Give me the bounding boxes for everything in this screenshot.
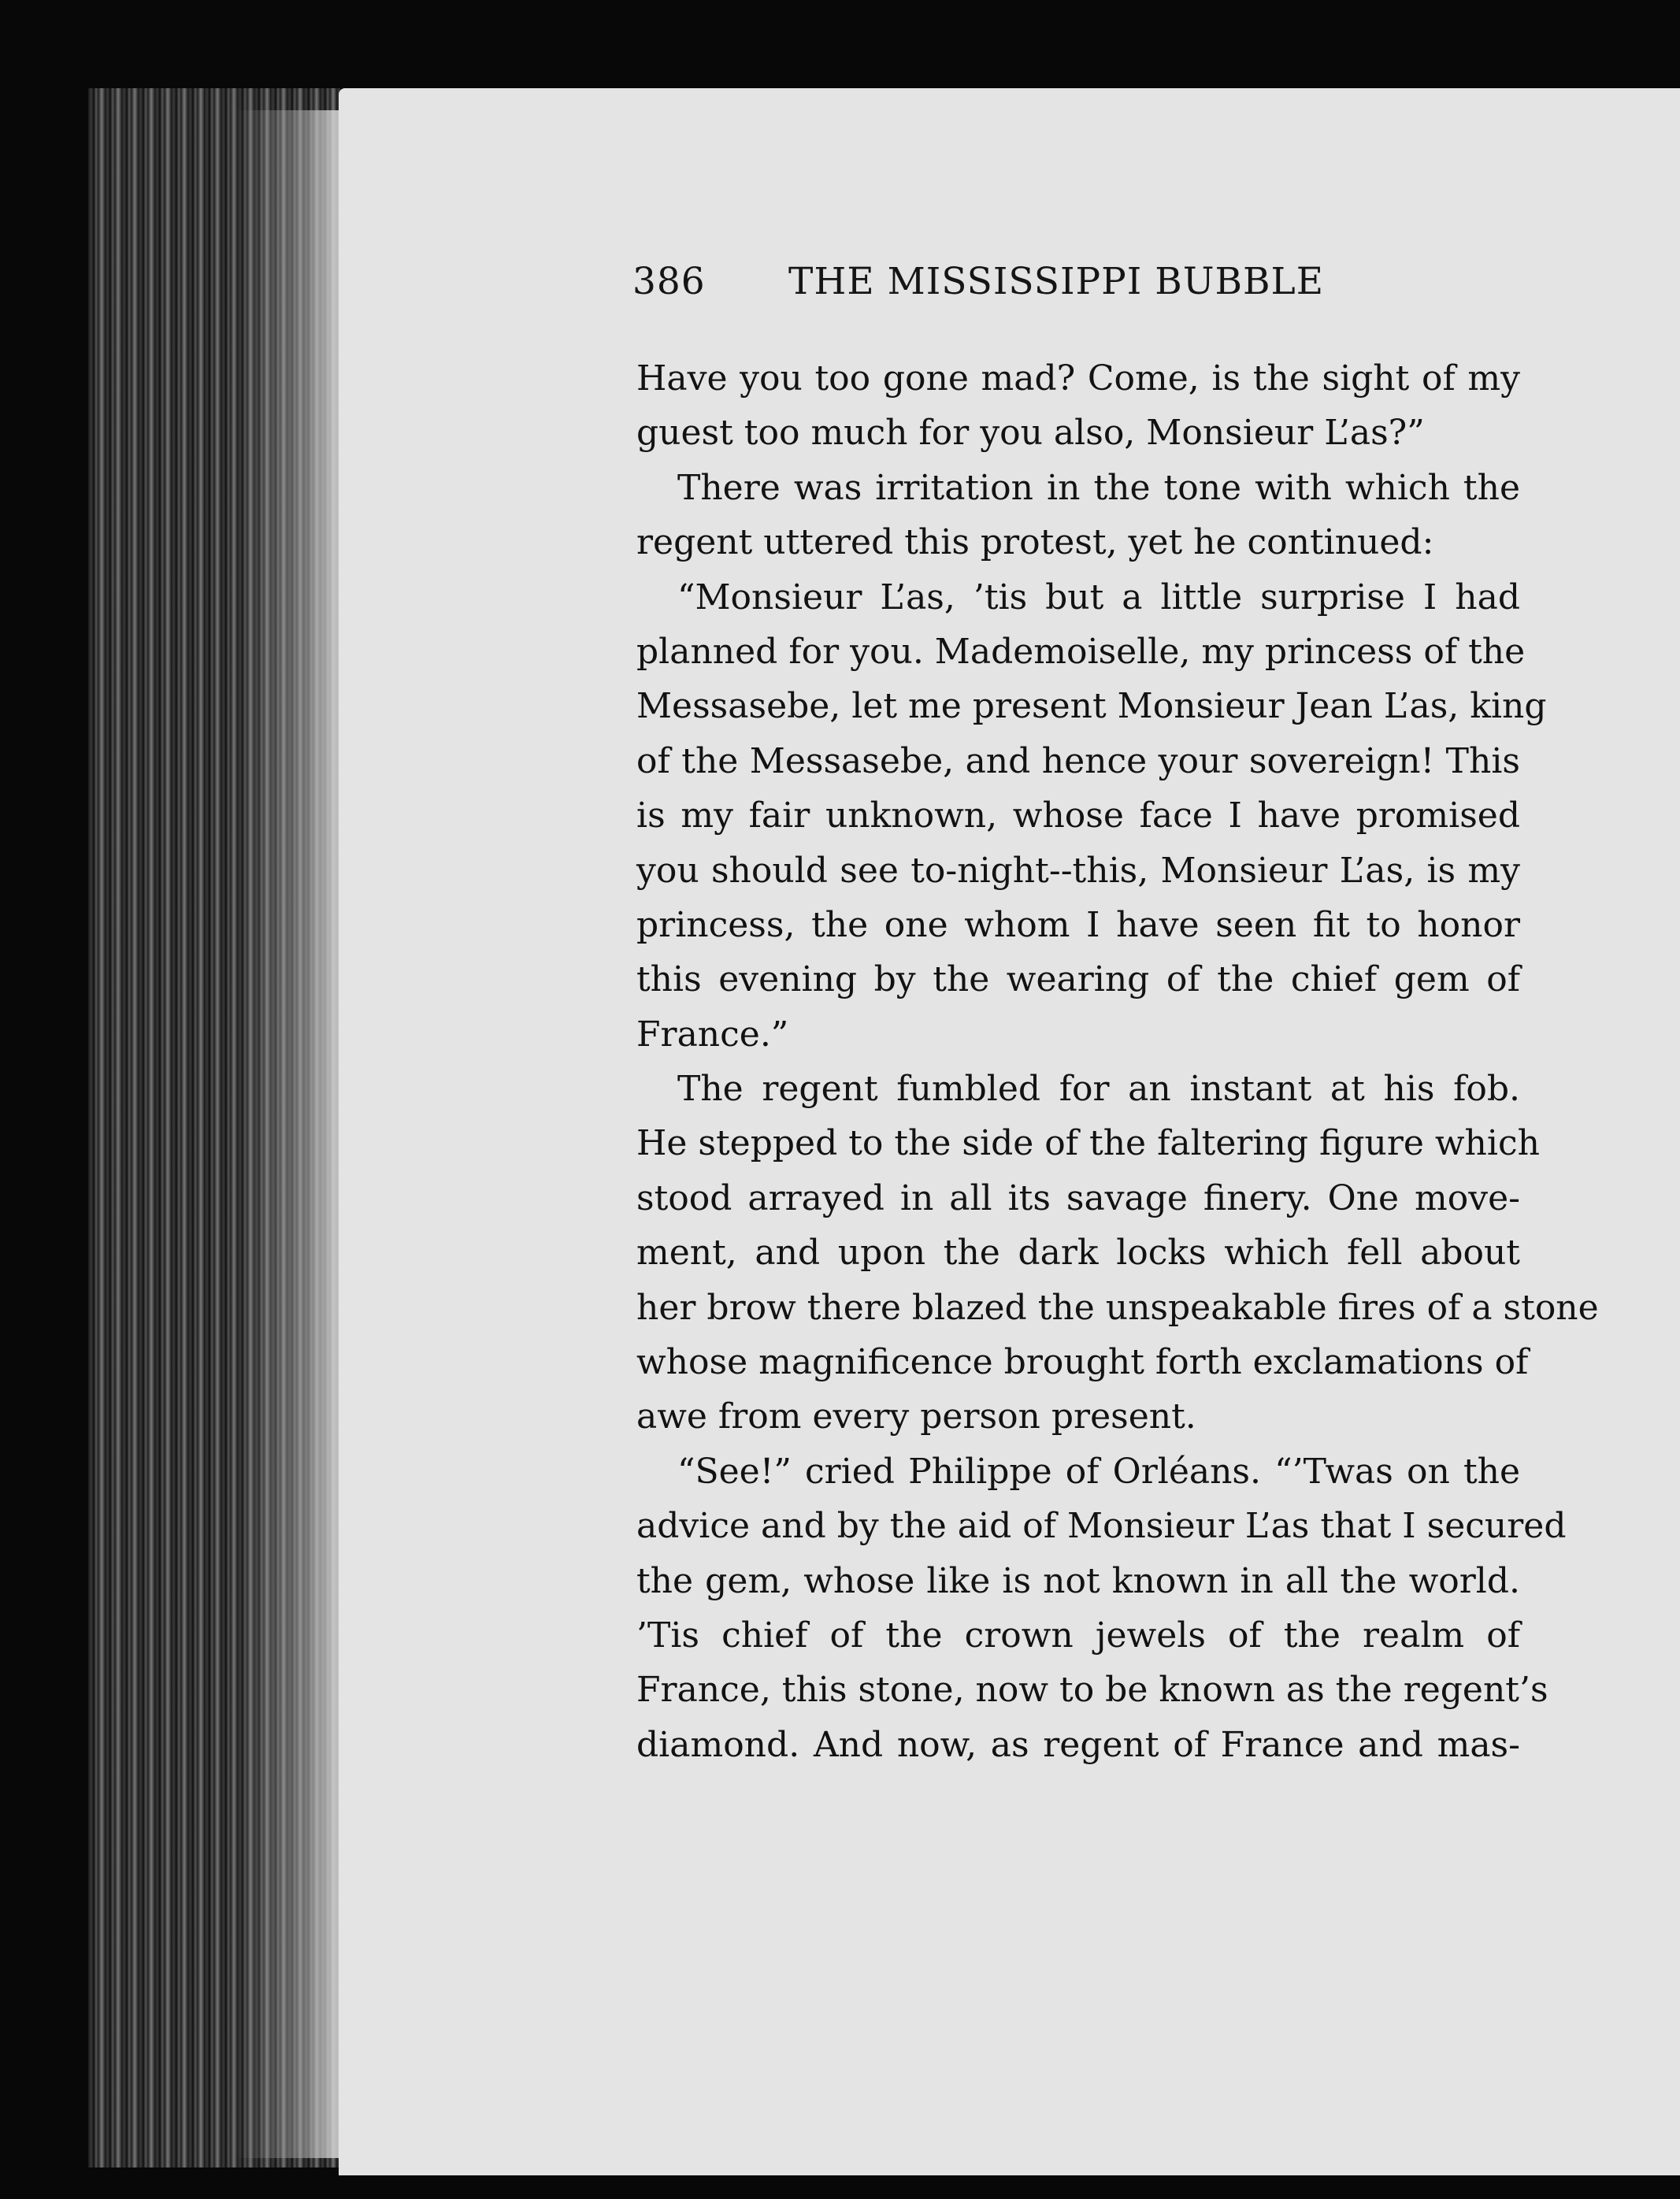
text-line: is my fair unknown, whose face I have promised: [636, 795, 1520, 836]
body-text: [636, 351, 1599, 1772]
text-line: advice and by the aid of Monsieur L’as that I secured: [636, 1506, 1567, 1547]
text-line: “Monsieur L’as, ’tis but a little surprise I had: [677, 577, 1520, 617]
text-line: There was irritation in the tone with which the: [677, 467, 1520, 508]
text-line: France.”: [636, 1014, 789, 1055]
text-line: her brow there blazed the unspeakable fires of a stone: [636, 1287, 1599, 1328]
text-line: Have you too gone mad? Come, is the sight of my: [636, 358, 1520, 399]
text-line: planned for you. Mademoiselle, my princess of the: [636, 631, 1526, 672]
text-line: He stepped to the side of the faltering figure which: [636, 1123, 1540, 1164]
text-line: regent uttered this protest, yet he continued:: [636, 522, 1434, 563]
text-line: The regent fumbled for an instant at his fob.: [677, 1069, 1520, 1110]
text-line: the gem, whose like is not known in all the world.: [636, 1560, 1520, 1601]
text-line: awe from every person present.: [636, 1396, 1196, 1437]
text-line: “See!” cried Philippe of Orléans. “’Twas on the: [677, 1451, 1520, 1492]
text-line: princess, the one whom I have seen fit to honor: [636, 904, 1520, 945]
page-edge-shadow: [236, 110, 347, 2158]
text-line: of the Messasebe, and hence your sovereign! This: [636, 740, 1520, 781]
text-line: ’Tis chief of the crown jewels of the realm of: [636, 1615, 1520, 1656]
text-line: France, this stone, now to be known as the regent’s: [636, 1670, 1548, 1711]
text-line: Messasebe, let me present Monsieur Jean L’as, king: [636, 686, 1547, 727]
book-title: THE MISSISSIPPI BUBBLE: [788, 260, 1325, 303]
text-line: stood arrayed in all its savage finery. One move-: [636, 1177, 1520, 1218]
running-head: [632, 260, 1420, 315]
text-line: whose magnificence brought forth exclamations of: [636, 1342, 1529, 1383]
text-line: you should see to-night--this, Monsieur L’as, is my: [636, 850, 1520, 891]
page-number: 386: [632, 260, 706, 303]
text-line: diamond. And now, as regent of France and mas-: [636, 1724, 1520, 1765]
text-line: guest too much for you also, Monsieur L’as?”: [636, 413, 1425, 454]
text-line: ment, and upon the dark locks which fell about: [636, 1233, 1520, 1274]
text-line: this evening by the wearing of the chief gem of: [636, 959, 1520, 1000]
